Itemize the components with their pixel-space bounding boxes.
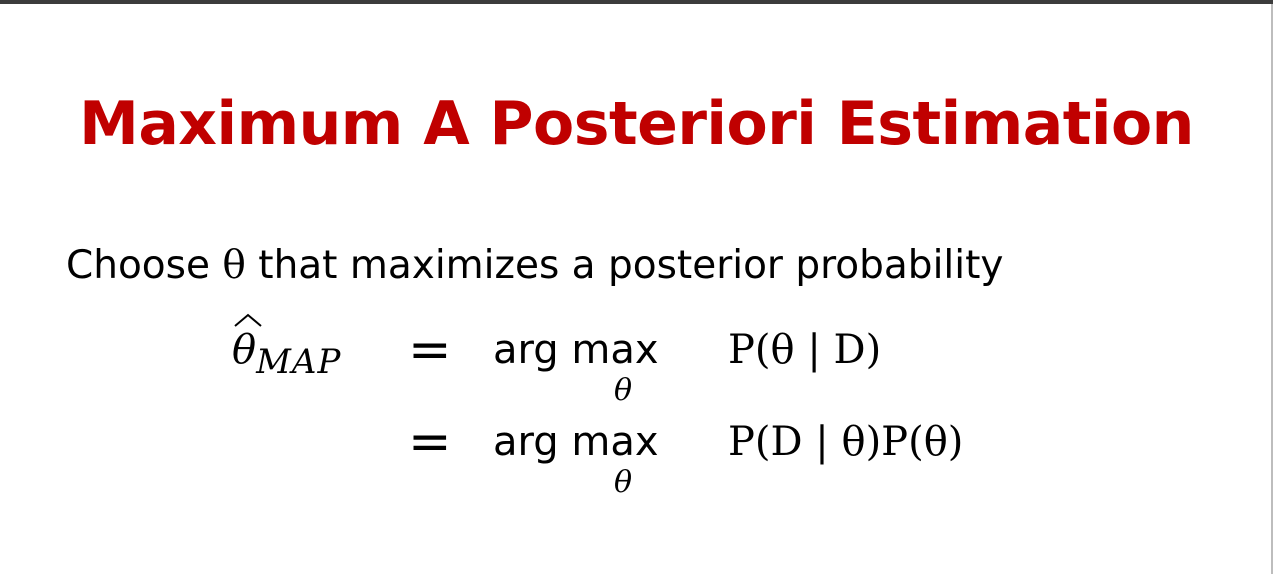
equals-sign-2: = [408, 412, 452, 472]
argmax-operator-1: arg max [493, 327, 659, 373]
theta-hat [232, 320, 256, 380]
theta-symbol: θ [232, 327, 257, 373]
map-subscript: MAP [256, 342, 342, 382]
likelihood-prior-expression: P(D | θ)P(θ) [728, 419, 964, 465]
argmax-subscript-2: θ [614, 465, 633, 500]
argmax-operator-2: arg max [493, 419, 659, 465]
body-text [66, 240, 1003, 292]
slide-title: Maximum A Posteriori Estimation [79, 89, 1194, 159]
body-text-theta: θ [222, 243, 246, 288]
posterior-expression: P(θ | D) [728, 327, 882, 373]
body-text-post: that maximizes a posterior probability [245, 243, 1004, 288]
map-estimate-symbol [232, 320, 341, 382]
argmax-subscript-1: θ [614, 373, 633, 408]
equals-sign-1: = [408, 320, 452, 380]
top-border [0, 0, 1273, 4]
body-text-pre: Choose [66, 243, 223, 288]
hat-accent-icon [234, 313, 262, 327]
